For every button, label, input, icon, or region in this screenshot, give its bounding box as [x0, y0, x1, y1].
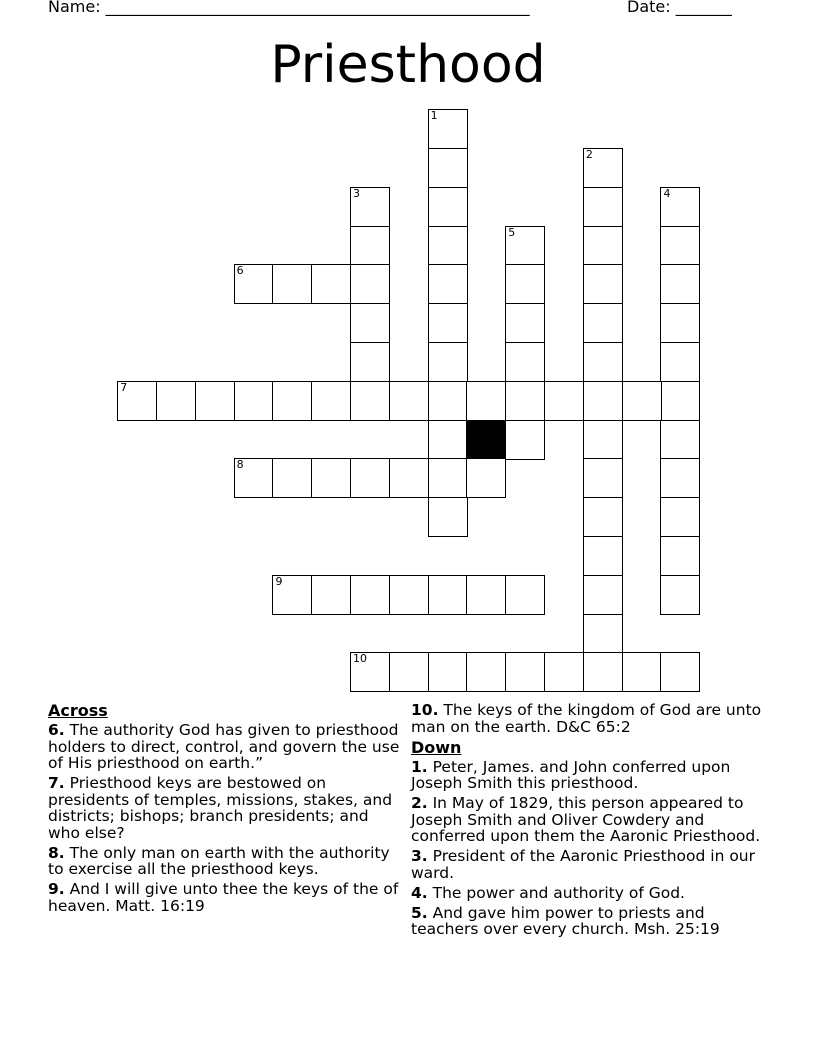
crossword-cell[interactable]	[428, 264, 468, 304]
crossword-cell[interactable]	[156, 381, 196, 421]
crossword-cell[interactable]	[622, 381, 662, 421]
crossword-cell[interactable]	[583, 226, 623, 266]
crossword-cell[interactable]	[428, 652, 468, 692]
clue-item-number: 9.	[48, 880, 65, 898]
date-field-label: Date: _______	[627, 0, 732, 16]
crossword-cell[interactable]	[583, 342, 623, 382]
crossword-cell[interactable]	[505, 303, 545, 343]
crossword-cell[interactable]	[622, 652, 662, 692]
crossword-cell[interactable]	[583, 187, 623, 227]
clue-item-number: 4.	[411, 883, 428, 902]
crossword-cell[interactable]	[350, 381, 390, 421]
clue-item	[411, 795, 771, 845]
crossword-cell[interactable]	[505, 226, 545, 266]
crossword-cell[interactable]	[544, 652, 584, 692]
crossword-cell[interactable]	[660, 187, 700, 227]
crossword-block-cell	[466, 420, 506, 460]
clue-number: 4	[663, 186, 671, 200]
clue-item-number: 10.	[411, 701, 439, 719]
clue-item	[411, 759, 771, 792]
crossword-cell[interactable]	[428, 109, 468, 149]
crossword-cell[interactable]	[117, 381, 157, 421]
clue-item-text: President of the Aaronic Priesthood in our ward.	[411, 847, 756, 882]
clue-item	[411, 885, 771, 902]
clue-item-text: The authority God has given to priesthood holders to direct, control, and govern the use of His priesthood on earth.”	[48, 721, 400, 772]
clue-number: 3	[353, 186, 361, 200]
crossword-cell[interactable]	[428, 303, 468, 343]
crossword-cell[interactable]	[311, 458, 351, 498]
clue-item-text: Priesthood keys are bestowed on presidents of temples, missions, stakes, and districts; bishops; branch presidents; and who else?	[48, 774, 393, 842]
clue-item	[48, 845, 400, 878]
name-field-label: Name: _____________________________________________________	[48, 0, 530, 16]
crossword-cell[interactable]	[660, 652, 700, 692]
crossword-cell[interactable]	[389, 652, 429, 692]
clue-number: 10	[353, 652, 368, 666]
crossword-cell[interactable]	[428, 148, 468, 188]
crossword-cell[interactable]	[350, 458, 390, 498]
clue-item-number: 1.	[411, 757, 428, 776]
crossword-cell[interactable]	[660, 226, 700, 266]
crossword-cell[interactable]	[428, 187, 468, 227]
crossword-cell[interactable]	[583, 381, 623, 421]
clue-number: 9	[275, 574, 283, 588]
clue-item-text: Peter, James. and John conferred upon Joseph Smith this priesthood.	[411, 757, 731, 792]
crossword-cell[interactable]	[583, 420, 623, 460]
crossword-cell[interactable]	[311, 381, 351, 421]
crossword-cell[interactable]	[660, 381, 700, 421]
clues-column-right	[411, 702, 771, 941]
clue-item	[411, 702, 771, 735]
page-title: Priesthood	[270, 35, 546, 95]
crossword-cell[interactable]	[428, 458, 468, 498]
crossword-cell[interactable]	[350, 187, 390, 227]
crossword-cell[interactable]	[660, 303, 700, 343]
crossword-cell[interactable]	[350, 264, 390, 304]
crossword-cell[interactable]	[583, 652, 623, 692]
crossword-cell[interactable]	[583, 536, 623, 576]
crossword-cell[interactable]	[466, 458, 506, 498]
crossword-cell[interactable]	[428, 381, 468, 421]
crossword-cell[interactable]	[583, 575, 623, 615]
crossword-cell[interactable]	[389, 575, 429, 615]
crossword-cell[interactable]	[428, 420, 468, 460]
clues-column-left	[48, 702, 400, 918]
across-clue-list-continued	[411, 702, 771, 735]
clue-item-number: 3.	[411, 847, 428, 865]
crossword-cell[interactable]	[350, 303, 390, 343]
crossword-cell[interactable]	[272, 575, 312, 615]
clue-item-text: And I will give unto thee the keys of the of heaven. Matt. 16:19	[48, 880, 399, 915]
clue-number: 1	[430, 109, 438, 123]
crossword-cell[interactable]	[389, 458, 429, 498]
crossword-cell[interactable]	[544, 381, 584, 421]
clue-item-number: 5.	[411, 903, 428, 922]
crossword-cell[interactable]	[660, 575, 700, 615]
across-clue-list	[48, 722, 400, 914]
crossword-cell[interactable]	[505, 420, 545, 460]
clue-item	[48, 775, 400, 841]
clue-number: 2	[585, 148, 593, 162]
crossword-cell[interactable]	[428, 575, 468, 615]
crossword-cell[interactable]	[234, 381, 274, 421]
crossword-cell[interactable]	[660, 536, 700, 576]
crossword-cell[interactable]	[311, 575, 351, 615]
crossword-cell[interactable]	[466, 652, 506, 692]
crossword-cell[interactable]	[389, 381, 429, 421]
crossword-cell[interactable]	[583, 614, 623, 654]
crossword-cell[interactable]	[350, 226, 390, 266]
crossword-cell[interactable]	[505, 381, 545, 421]
across-heading: Across	[48, 701, 108, 720]
crossword-cell[interactable]	[660, 342, 700, 382]
crossword-cell[interactable]	[272, 264, 312, 304]
crossword-cell[interactable]	[234, 458, 274, 498]
clue-item-text: The keys of the kingdom of God are unto man on the earth. D&C 65:2	[411, 701, 762, 736]
crossword-cell[interactable]	[234, 264, 274, 304]
crossword-cell[interactable]	[350, 342, 390, 382]
crossword-cell[interactable]	[350, 575, 390, 615]
crossword-cell[interactable]	[428, 226, 468, 266]
clue-item-text: And gave him power to priests and teachers over every church. Msh. 25:19	[411, 903, 720, 938]
crossword-cell[interactable]	[583, 497, 623, 537]
clue-item-text: The power and authority of God.	[427, 883, 685, 902]
clue-number: 7	[120, 380, 128, 394]
crossword-cell[interactable]	[660, 264, 700, 304]
down-clue-list	[411, 759, 771, 938]
clue-item	[48, 881, 400, 914]
clue-number: 8	[236, 458, 244, 472]
crossword-cell[interactable]	[466, 381, 506, 421]
clue-item	[48, 722, 400, 772]
clue-item-text: The only man on earth with the authority to exercise all the priesthood keys.	[48, 843, 390, 878]
crossword-cell[interactable]	[350, 652, 390, 692]
crossword-cell[interactable]	[583, 264, 623, 304]
crossword-cell[interactable]	[466, 575, 506, 615]
clue-item	[411, 905, 771, 938]
crossword-cell[interactable]	[505, 652, 545, 692]
crossword-cell[interactable]	[272, 458, 312, 498]
down-heading: Down	[411, 737, 462, 757]
crossword-cell[interactable]	[660, 420, 700, 460]
clue-item-text: In May of 1829, this person appeared to Joseph Smith and Oliver Cowdery and conferred upon them the Aaronic Priesthood.	[411, 794, 761, 845]
crossword-cell[interactable]	[505, 264, 545, 304]
crossword-cell[interactable]	[660, 458, 700, 498]
clue-item-number: 6.	[48, 721, 65, 739]
crossword-cell[interactable]	[428, 497, 468, 537]
crossword-cell[interactable]	[583, 458, 623, 498]
clue-item	[411, 848, 771, 881]
crossword-cell[interactable]	[660, 497, 700, 537]
crossword-cell[interactable]	[272, 381, 312, 421]
crossword-cell[interactable]	[311, 264, 351, 304]
clue-number: 6	[236, 264, 244, 278]
clue-item-number: 2.	[411, 794, 428, 812]
clue-item-number: 8.	[48, 843, 65, 862]
clue-number: 5	[508, 225, 516, 239]
crossword-cell[interactable]	[428, 342, 468, 382]
crossword-cell[interactable]	[583, 148, 623, 188]
crossword-cell[interactable]	[195, 381, 235, 421]
clue-item-number: 7.	[48, 774, 65, 792]
crossword-cell[interactable]	[505, 342, 545, 382]
crossword-cell[interactable]	[505, 575, 545, 615]
crossword-cell[interactable]	[583, 303, 623, 343]
